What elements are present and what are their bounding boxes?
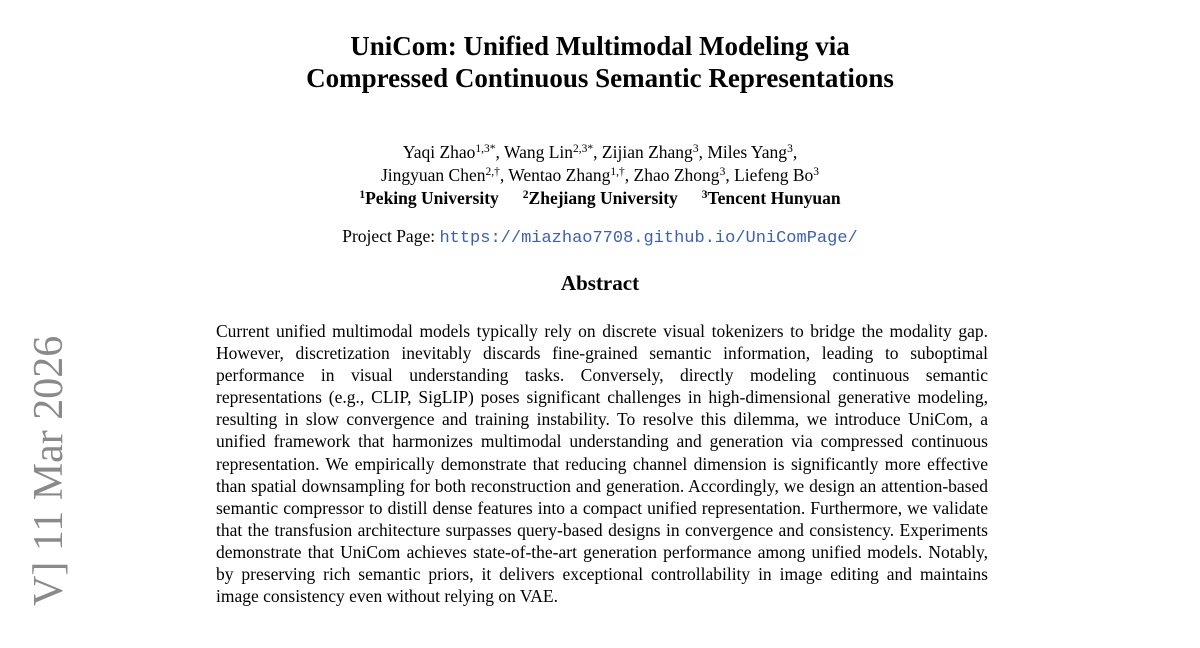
author-affiliation-marker: 2,† [485, 166, 500, 178]
author-name: Liefeng Bo [734, 165, 814, 185]
paper-title-line-2: Compressed Continuous Semantic Representations [306, 63, 894, 93]
affiliation-marker: 3 [701, 189, 708, 201]
affiliation-name: Tencent Hunyuan [707, 188, 841, 208]
abstract-heading: Abstract [560, 271, 640, 295]
author-name: Wentao Zhang [508, 165, 611, 185]
arxiv-stamp-text: V] 11 Mar 2026 [26, 335, 72, 606]
author-affiliation-marker: 2,3* [573, 143, 594, 155]
project-page-link[interactable]: https://miazhao7708.github.io/UniComPage/ [439, 229, 858, 248]
author-name: Wang Lin [503, 142, 574, 162]
author-name: Zhao Zhong [633, 165, 720, 185]
affiliation-line [0, 187, 1200, 210]
affiliation-name: Zhejiang University [528, 188, 678, 208]
author-affiliation-marker: 3 [692, 143, 699, 155]
author-line-1: Yaqi Zhao$^{1,3*}$, Wang Lin$^{2,3*}$, Zijian Zhang$^3$, Miles Yang$^3$, [402, 142, 798, 162]
author-affiliation-marker: 1,† [610, 166, 625, 178]
affiliation-name: Peking University [365, 188, 499, 208]
author-affiliation-marker: 3 [787, 143, 793, 155]
author-name: Yaqi Zhao [402, 142, 476, 162]
author-affiliation-marker: 3 [719, 166, 726, 178]
project-page-label: Project Page: [342, 226, 436, 246]
affiliation-marker: 2 [522, 189, 529, 201]
abstract-text: Current unified multimodal models typically rely on discrete visual tokenizers to bridge the modality gap. However, discretization inevitably discards fine-grained semantic information, leading to suboptimal performance in visual understanding tasks. Conversely, directly modeling continuous semantic representations (e.g., CLIP, SigLIP) poses significant challenges in high-dimensional generative modeling, resulting in slow convergence and training instability. To resolve this dilemma, we introduce UniCom, a unified framework that harmonizes multimodal understanding and generation via compressed continuous representation. We empirically demonstrate that reducing channel dimension is significantly more effective than spatial downsampling for both reconstruction and generation. Accordingly, we design an attention-based semantic compressor to distill dense features into a compact unified representation. Furthermore, we validate that the transfusion architecture surpasses query-based designs in convergence and consistency. Experiments demonstrate that UniCom achieves state-of-the-art generation performance among unified models. Notably, by preserving rich semantic priors, it delivers exceptional controllability in image editing and maintains image consistency even without relying on VAE. [216, 321, 988, 607]
author-name: Zijian Zhang [601, 142, 693, 162]
author-block [0, 141, 1200, 210]
author-name: Jingyuan Chen [380, 165, 486, 185]
paper-title [0, 30, 1200, 94]
author-affiliation-marker: 3 [813, 166, 820, 178]
project-page-line [0, 225, 1200, 250]
arxiv-stamp [25, 0, 75, 648]
author-line-2: Jingyuan Chen$^{2,\dagger}$, Wentao Zhang$^{1,\dagger}$, Zhao Zhong$^3$, Liefeng Bo$^3$ [380, 165, 820, 185]
author-affiliation-marker: 1,3* [475, 143, 496, 155]
author-name: Miles Yang [707, 142, 788, 162]
paper-title-line-1: UniCom: Unified Multimodal Modeling via [350, 31, 850, 61]
affiliation-marker: 1 [359, 189, 366, 201]
